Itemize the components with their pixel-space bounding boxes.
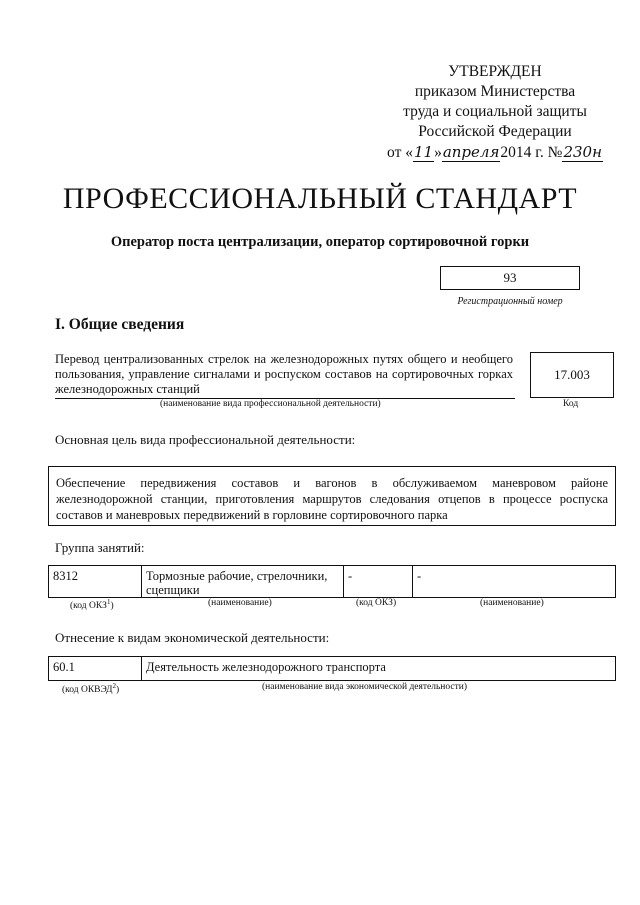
okved-code-cell: 60.1 — [48, 656, 142, 681]
page-title: ПРОФЕССИОНАЛЬНЫЙ СТАНДАРТ — [62, 182, 578, 215]
date-prefix: от « — [387, 144, 413, 161]
section-heading: I. Общие сведения — [55, 316, 185, 333]
approval-line-4: Российской Федерации — [418, 123, 572, 140]
economic-activity-label: Отнесение к видам экономической деятельности: — [55, 630, 330, 645]
date-mid: » — [434, 144, 442, 161]
approval-block — [380, 62, 610, 163]
occupation-name-caption-2: (наименование) — [480, 598, 544, 608]
activity-name: Перевод централизованных стрелок на железнодорожных путях общего и необщего пользования, управление сигналами и роспуском составов на сортировочных горках железнодорожных станций — [55, 352, 513, 396]
okz-code-caption: (код ОКЗ$^1$) — [70, 598, 114, 612]
occupation-group-label: Группа занятий: — [55, 540, 145, 555]
okz-caption-text: (код ОКЗ — [70, 601, 107, 612]
okz-code-caption-2: (код ОКЗ) — [356, 598, 397, 608]
okz-code-cell: 8312 — [48, 565, 142, 598]
goal-label: Основная цель вида профессиональной деятельности: — [55, 432, 356, 447]
approval-date-line — [380, 142, 610, 163]
approval-title: УТВЕРЖДЕН — [448, 63, 542, 80]
date-year: 2014 г. № — [500, 144, 563, 161]
okved-caption-text: (код ОКВЭД — [62, 685, 113, 696]
activity-code-box: 17.003 — [530, 352, 614, 398]
date-month: апреля — [442, 143, 500, 161]
economic-activity-name-cell: Деятельность железнодорожного транспорта — [141, 656, 616, 681]
activity-caption: (наименование вида профессиональной деятельности) — [160, 399, 381, 409]
activity-code-label: Код — [563, 399, 579, 409]
occupation-name-cell: Тормозные рабочие, стрелочники, сцепщики — [141, 565, 344, 598]
okz-code-cell-2: - — [343, 565, 413, 598]
footnote-1: 1 — [106, 598, 111, 606]
page-subtitle: Оператор поста централизации, оператор сортировочной горки — [110, 234, 530, 250]
footnote-2: 2 — [112, 682, 116, 690]
registration-number-box: 93 — [440, 266, 580, 290]
occupation-table — [48, 565, 616, 598]
date-day: 11 — [413, 143, 434, 161]
goal-box: Обеспечение передвижения составов и вагонов в обслуживаемом маневровом районе железнодорожной станции, приготовления маршрутов следования отцепов в процессе роспуска составов и маневровых передвижений в горловине сортировочного парка — [48, 466, 616, 526]
occupation-name-cell-2: - — [412, 565, 616, 598]
occupation-name-caption: (наименование) — [208, 598, 272, 608]
economic-activity-table — [48, 656, 616, 681]
approval-line-2: приказом Министерства — [414, 83, 576, 100]
approval-line-3: труда и социальной защиты — [403, 103, 587, 120]
order-number: 230н — [563, 143, 602, 161]
registration-number-label: Регистрационный номер — [457, 296, 563, 307]
okved-code-caption: (код ОКВЭД$^2$) — [62, 682, 120, 696]
economic-activity-caption: (наименование вида экономической деятельности) — [262, 682, 467, 692]
